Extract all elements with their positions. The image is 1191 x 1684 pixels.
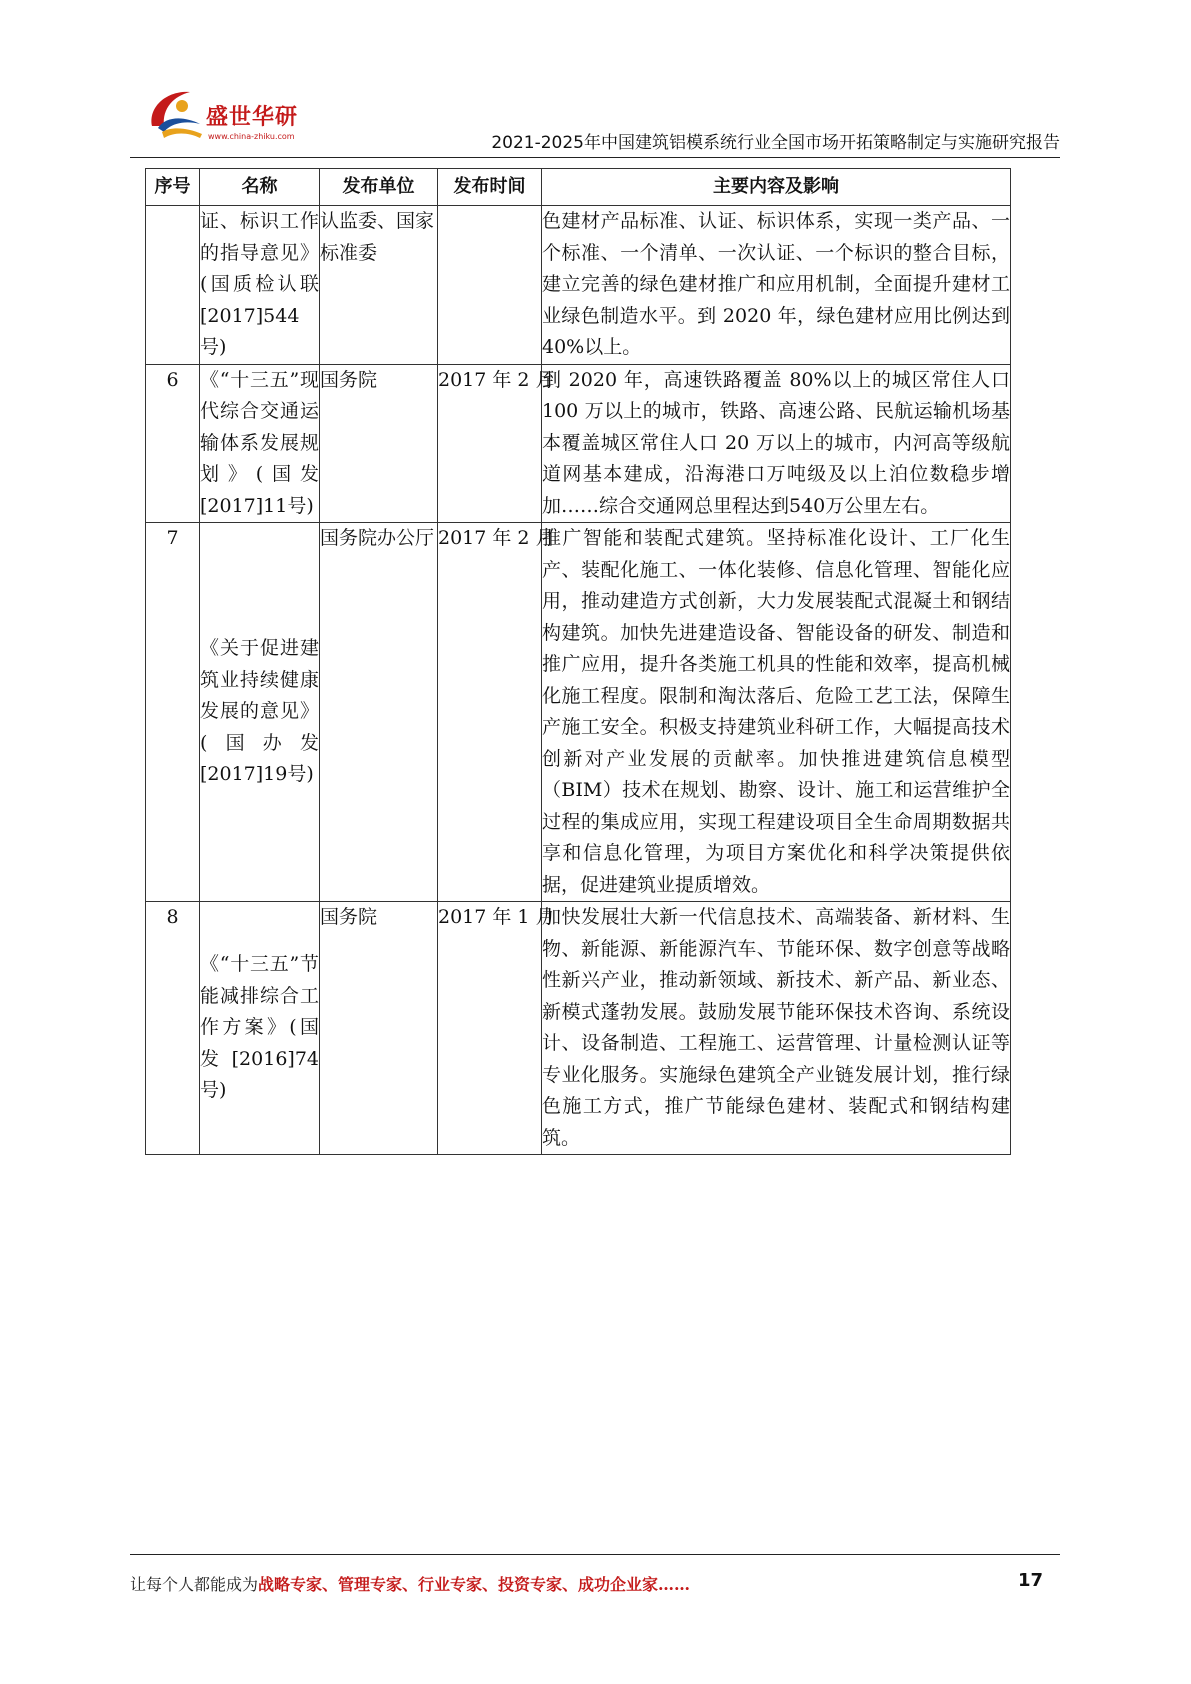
policy-issuer: 国务院 <box>320 902 438 1155</box>
policy-name: 《“十三五”现代综合交通运输体系发展规划》(国发[2017]11号) <box>200 364 320 523</box>
policy-name: 证、标识工作的指导意见》(国质检认联[2017]544号) <box>200 206 320 365</box>
footer-slogan <box>130 1572 690 1595</box>
slogan-highlight: 战略专家、管理专家、行业专家、投资专家、成功企业家…… <box>258 1575 691 1594</box>
column-header-date: 发布时间 <box>438 169 542 206</box>
table-row <box>146 206 1011 365</box>
column-header-number: 序号 <box>146 169 200 206</box>
table-row <box>146 523 1011 902</box>
row-number: 6 <box>146 364 200 523</box>
row-number: 8 <box>146 902 200 1155</box>
logo-url: www.china-zhiku.com <box>208 132 295 141</box>
policy-content: 推广智能和装配式建筑。坚持标准化设计、工厂化生产、装配化施工、一体化装修、信息化管理、智能化应用，推动建造方式创新，大力发展装配式混凝土和钢结构建筑。加快先进建造设备、智能设备的研发、制造和推广应用，提升各类施工机具的性能和效率，提高机械化施工程度。限制和淘汰落后、危险工艺工法，保障生产施工安全。积极支持建筑业科研工作，大幅提高技术创新对产业发展的贡献率。加快推进建筑信息模型（BIM）技术在规划、勘察、设计、施工和运营维护全过程的集成应用，实现工程建设项目全生命周期数据共享和信息化管理，为项目方案优化和科学决策提供依据，促进建筑业提质增效。 <box>542 523 1011 902</box>
table-row <box>146 902 1011 1155</box>
policy-date <box>438 206 542 365</box>
report-title: 2021-2025年中国建筑铝模系统行业全国市场开拓策略制定与实施研究报告 <box>491 133 1060 153</box>
policy-date: 2017 年 2 月 <box>438 523 542 902</box>
row-number: 7 <box>146 523 200 902</box>
policy-issuer-text: 认监委、国家标准委 <box>320 210 435 264</box>
page-header <box>130 80 1060 156</box>
policy-date: 2017 年 1 月 <box>438 902 542 1155</box>
row-number <box>146 206 200 365</box>
policy-content: 色建材产品标准、认证、标识体系，实现一类产品、一个标准、一个清单、一次认证、一个标识的整合目标，建立完善的绿色建材推广和应用机制，全面提升建材工业绿色制造水平。到 2020 年，绿色建材应用比例达到 40%以上。 <box>542 206 1011 365</box>
policy-content: 到 2020 年，高速铁路覆盖 80%以上的城区常住人口 100 万以上的城市，铁路、高速公路、民航运输机场基本覆盖城区常住人口 20 万以上的城市，内河高等级航道网基本建成，沿海港口万吨级及以上泊位数稳步增加……综合交通网总里程达到540万公里左右。 <box>542 364 1011 523</box>
column-header-content: 主要内容及影响 <box>542 169 1011 206</box>
policy-date: 2017 年 2 月 <box>438 364 542 523</box>
table-row <box>146 364 1011 523</box>
footer-divider <box>130 1554 1060 1555</box>
policy-issuer: 国务院 <box>320 364 438 523</box>
table-header-row <box>146 169 1011 206</box>
page-number: 17 <box>1018 1570 1044 1591</box>
column-header-issuer: 发布单位 <box>320 169 438 206</box>
policy-name: 《关于促进建筑业持续健康发展的意见》(国办发 [2017]19号) <box>200 523 320 902</box>
slogan-prefix: 让每个人都能成为 <box>130 1575 259 1594</box>
logo-swoosh-icon <box>144 86 206 142</box>
header-divider <box>130 157 1060 158</box>
policy-issuer <box>320 206 438 365</box>
policy-table <box>145 168 1011 1155</box>
company-logo <box>144 80 324 150</box>
policy-name: 《“十三五”节能减排综合工作方案》(国发[2016]74号) <box>200 902 320 1155</box>
column-header-name: 名称 <box>200 169 320 206</box>
logo-name: 盛世华研 <box>206 105 299 130</box>
policy-issuer: 国务院办公厅 <box>320 523 438 902</box>
policy-content: 加快发展壮大新一代信息技术、高端装备、新材料、生物、新能源、新能源汽车、节能环保、数字创意等战略性新兴产业，推动新领域、新技术、新产品、新业态、新模式蓬勃发展。鼓励发展节能环保技术咨询、系统设计、设备制造、工程施工、运营管理、计量检测认证等专业化服务。实施绿色建筑全产业链发展计划，推行绿色施工方式，推广节能绿色建材、装配式和钢结构建筑。 <box>542 902 1011 1155</box>
